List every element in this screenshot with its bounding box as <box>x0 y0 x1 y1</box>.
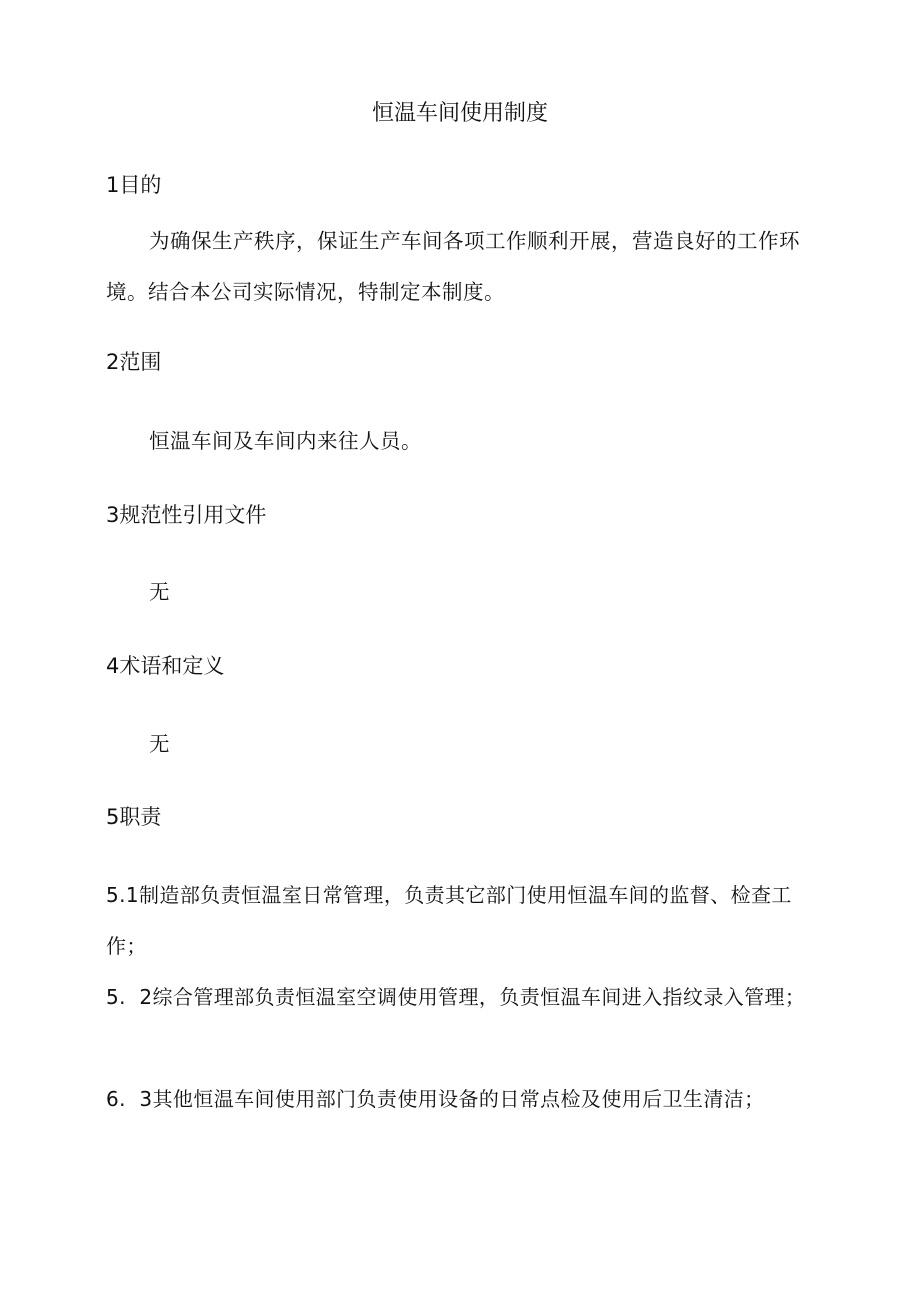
duty-item-text: 制造部负责恒温室日常管理，负责其它部门使用恒温车间的监督、检查工作； <box>106 883 792 958</box>
section-paragraph-terms: 无 <box>149 732 170 756</box>
duty-item <box>106 870 821 972</box>
duty-item <box>106 972 821 1023</box>
duty-item-number: 6. 3 <box>106 1087 153 1111</box>
section-paragraph-purpose: 为确保生产秩序，保证生产车间各项工作顺利开展，营造良好的工作环境。结合本公司实际情况，特制定本制度。 <box>106 229 800 304</box>
duty-item-number: 5.1 <box>106 883 140 907</box>
duty-item-number: 5. 2 <box>106 985 153 1009</box>
duty-item-text: 其他恒温车间使用部门负责使用设备的日常点检及使用后卫生清洁； <box>152 1087 765 1111</box>
section-heading-references: 3规范性引用文件 <box>106 503 267 527</box>
section-heading-terms: 4术语和定义 <box>106 654 225 678</box>
duty-item <box>106 1074 821 1125</box>
section-paragraph-scope: 恒温车间及车间内来往人员。 <box>149 429 422 453</box>
document-title: 恒温车间使用制度 <box>371 101 548 126</box>
duty-item-text: 综合管理部负责恒温室空调使用管理，负责恒温车间进入指纹录入管理； <box>152 985 806 1009</box>
section-heading-duties: 5职责 <box>106 805 162 829</box>
section-paragraph-references: 无 <box>149 580 170 604</box>
section-heading-scope: 2范围 <box>106 350 162 374</box>
section-heading-purpose: 1目的 <box>106 173 162 197</box>
